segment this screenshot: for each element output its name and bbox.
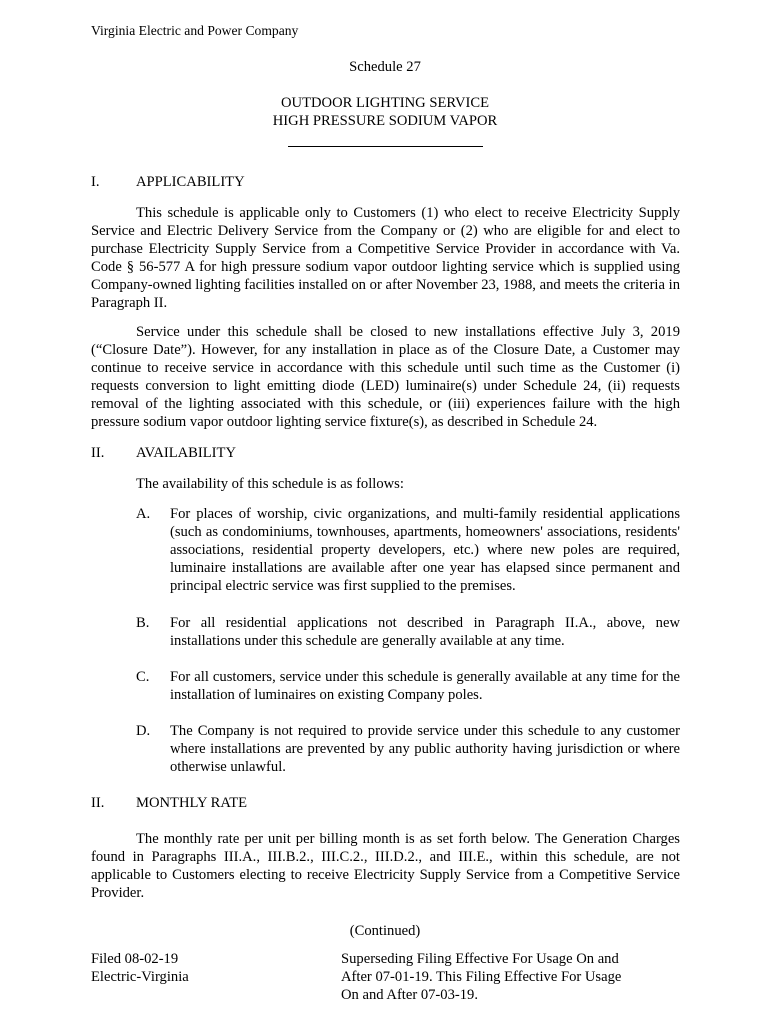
title-divider xyxy=(288,146,483,147)
company-name: Virginia Electric and Power Company xyxy=(91,23,299,38)
availability-item-letter-a: A. xyxy=(136,506,151,522)
availability-item-text-d: The Company is not required to provide service under this schedule to any customer where installations are prevented by any public authority having jurisdiction or where otherwise unlawful. xyxy=(170,723,680,775)
applicability-paragraph-2: Service under this schedule shall be closed to new installations effective July 3, 2019 (“Closure Date”). However, for any installation in place as of the Closure Date, a Customer may continue to receive service in accordance with this schedule until such time as the Customer (i) requests conversion to light emitting diode (LED) luminaire(s) under Schedule 24, (ii) requests removal of the lighting associated with this schedule, or (iii) experiences failure with the high pressure sodium vapor outdoor lighting service fixture(s), as described in Schedule 24. xyxy=(91,324,680,430)
section-number-applicability: I. xyxy=(91,174,100,190)
schedule-number: Schedule 27 xyxy=(349,59,421,75)
filed-jurisdiction: Electric-Virginia xyxy=(91,969,189,985)
section-number-availability: II. xyxy=(91,445,105,461)
availability-item-text-b: For all residential applications not described in Paragraph II.A., above, new installations under this schedule are generally available at any time. xyxy=(170,615,680,649)
section-heading-monthly-rate: MONTHLY RATE xyxy=(136,795,248,811)
service-title-line2: HIGH PRESSURE SODIUM VAPOR xyxy=(272,113,498,129)
service-title xyxy=(0,94,770,130)
availability-item-text-c: For all customers, service under this schedule is generally available at any time for the installation of luminaires on existing Company poles. xyxy=(170,669,680,703)
superseding-line-2: After 07-01-19. This Filing Effective For Usage xyxy=(341,969,622,985)
filed-info xyxy=(91,950,189,986)
monthly-rate-paragraph: The monthly rate per unit per billing month is as set forth below. The Generation Charges found in Paragraphs III.A., III.B.2., III.C.2., III.D.2., and III.E., within this schedule, are not applicable to Customers electing to receive Electricity Supply Service from a Competitive Service Provider. xyxy=(91,831,680,901)
availability-item-letter-c: C. xyxy=(136,669,150,685)
superseding-info xyxy=(341,950,641,1004)
service-title-line1: OUTDOOR LIGHTING SERVICE xyxy=(281,95,489,111)
availability-item-text-a: For places of worship, civic organizations, and multi-family residential applications (such as condominiums, townhouses, apartments, homeowners' associations, residents' associations, residential property developers, etc.) where new poles are required, luminaire installations are available after one year has elapsed since permanent and principal electric service was first supplied to the premises. xyxy=(170,506,680,594)
section-heading-availability: AVAILABILITY xyxy=(136,445,236,461)
availability-item-letter-b: B. xyxy=(136,615,150,631)
availability-intro: The availability of this schedule is as follows: xyxy=(136,476,404,492)
continued-marker: (Continued) xyxy=(349,923,421,939)
applicability-paragraph-1: This schedule is applicable only to Customers (1) who elect to receive Electricity Supply Service and Electric Delivery Service from the Company or (2) who are eligible for and elect to purchase Electricity Supply Service from a Competitive Service Provider in accordance with Va. Code § 56-577 A for high pressure sodium vapor outdoor lighting service which is supplied using Company-owned lighting facilities installed on or after November 23, 1988, and meets the criteria in Paragraph II. xyxy=(91,205,680,311)
section-number-monthly-rate: II. xyxy=(91,795,105,811)
superseding-line-1: Superseding Filing Effective For Usage On and xyxy=(341,951,619,967)
superseding-line-3: On and After 07-03-19. xyxy=(341,987,478,1003)
availability-item-letter-d: D. xyxy=(136,723,151,739)
section-heading-applicability: APPLICABILITY xyxy=(136,174,245,190)
filed-date: Filed 08-02-19 xyxy=(91,951,179,967)
